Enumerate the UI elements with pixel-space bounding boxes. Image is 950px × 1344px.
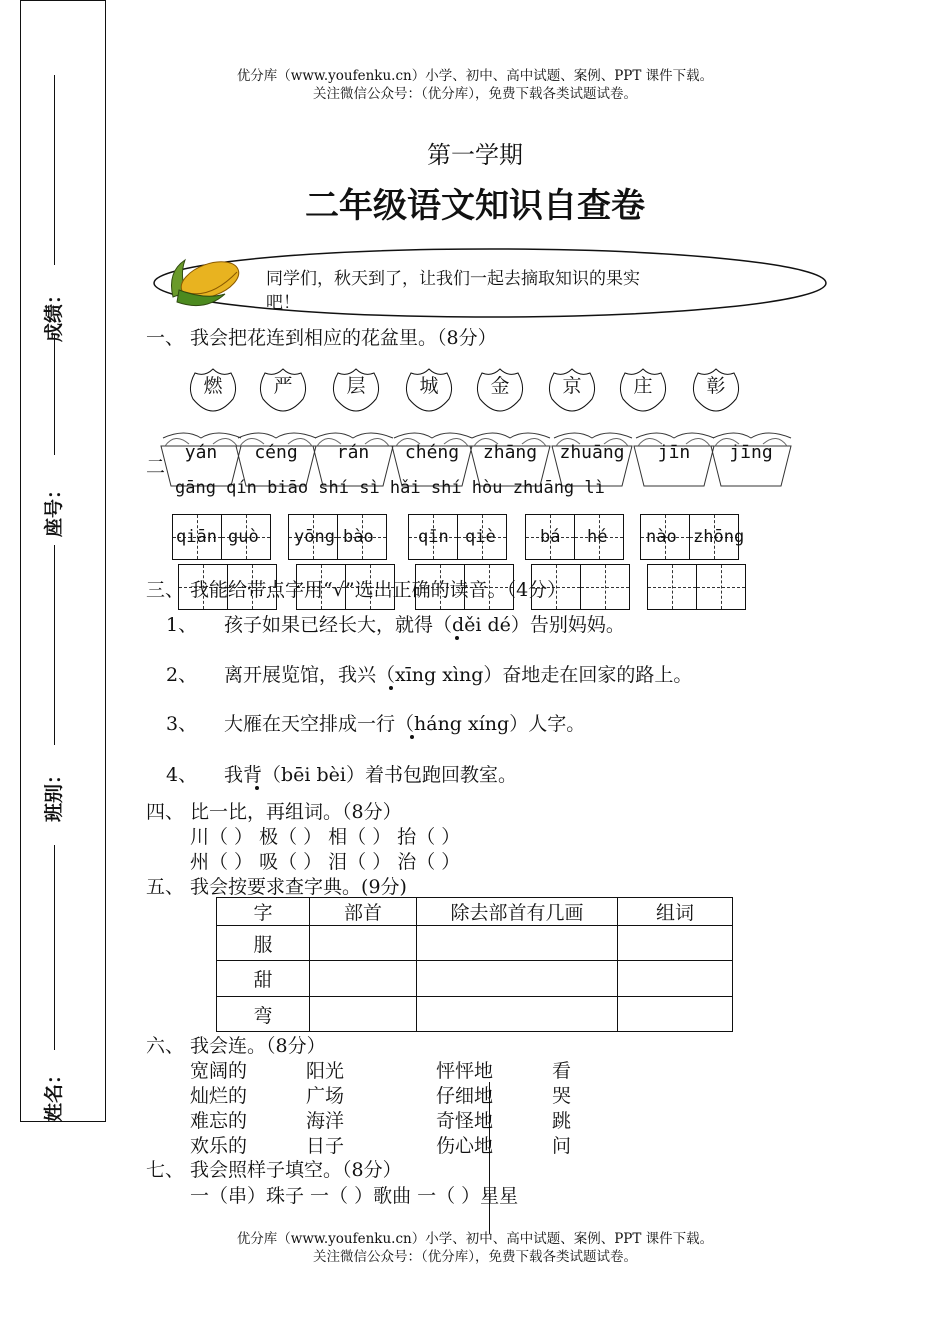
grid-pinyin-a: yōng — [294, 527, 335, 547]
q6-col4-item[interactable]: 问 — [552, 1135, 572, 1157]
pot-pinyin: céng — [254, 442, 298, 463]
col-header: 组词 — [618, 898, 733, 926]
q3-item-text[interactable]: 孩子如果已经长大，就得（děi dé）告别妈妈。 — [224, 614, 625, 636]
header-line-1: 优分库（www.youfenku.cn）小学、初中、高中试题、案例、PPT 课件下载。 — [236, 68, 714, 84]
pot-pinyin: zhāng — [482, 442, 538, 463]
col-header: 字 — [217, 898, 310, 926]
grid-pinyin-b: zhōng — [693, 527, 745, 547]
q1-heading: 一、 我会把花连到相应的花盆里。（8分） — [146, 327, 497, 349]
col-header: 除去部首有几画 — [417, 898, 618, 926]
flower-char: 严 — [273, 375, 293, 397]
flower-item[interactable] — [257, 365, 309, 413]
q3-heading: 三、 我能给带点字用“√”选出正确的读音。（4分） — [146, 579, 567, 601]
answer-cell[interactable] — [417, 997, 618, 1032]
grid-pinyin-b: qiè — [465, 527, 496, 547]
pot-pinyin: jīn — [657, 442, 691, 463]
flower-char: 层 — [346, 375, 366, 397]
grid-pinyin-b: hé — [587, 527, 608, 547]
flower-char: 城 — [419, 375, 439, 397]
emphasis-dot — [410, 735, 414, 739]
q3-item-num: 1、 — [166, 614, 198, 636]
flower-item[interactable] — [546, 365, 598, 413]
pot-pinyin: yán — [184, 442, 218, 463]
grid-pinyin-b: bào — [343, 527, 374, 547]
page-title: 二年级语文知识自查卷 — [305, 186, 645, 226]
q6-col4-item[interactable]: 看 — [552, 1060, 572, 1082]
q4-row-1[interactable]: 川（ ） 极（ ） 相（ ） 抬（ ） — [190, 826, 461, 848]
answer-cell[interactable] — [618, 961, 733, 997]
grid-pinyin-a: qiān — [176, 527, 217, 547]
footer-line-2: 关注微信公众号：（优分库），免费下载各类试题试卷。 — [313, 1249, 637, 1265]
grid-pinyin-a: bá — [540, 527, 561, 547]
q6-col2-item[interactable]: 广场 — [306, 1085, 345, 1107]
bubble-line-2: 吧！ — [266, 293, 300, 313]
score-label: 成绩： — [43, 284, 66, 343]
q6-col3-item[interactable]: 怦怦地 — [436, 1060, 494, 1082]
q6-heading: 六、 我会连。（8分） — [146, 1035, 326, 1057]
grid-pinyin-a: qīn — [418, 527, 449, 547]
answer-cell[interactable] — [310, 997, 417, 1032]
flower-char: 京 — [562, 375, 582, 397]
flower-char: 彰 — [706, 375, 726, 397]
q3-item-num: 2、 — [166, 664, 198, 686]
term-title: 第一学期 — [427, 141, 523, 169]
emphasis-dot — [255, 786, 259, 790]
score-blank — [54, 75, 55, 265]
emphasis-dot — [389, 686, 393, 690]
col-header: 部首 — [310, 898, 417, 926]
class-blank — [54, 545, 55, 745]
q2-prefix: 二 — [146, 456, 166, 478]
q3-item-text[interactable]: 离开展览馆，我兴（xīng xìng）奋地走在回家的路上。 — [224, 664, 693, 686]
q3-item-text[interactable]: 大雁在天空排成一行（háng xíng）人字。 — [224, 713, 586, 735]
flower-item[interactable] — [474, 365, 526, 413]
q6-col2-item[interactable]: 日子 — [306, 1135, 345, 1157]
header-line-2: 关注微信公众号：（优分库），免费下载各类试题试卷。 — [313, 86, 637, 102]
class-label: 班别： — [43, 764, 66, 823]
flower-item[interactable] — [403, 365, 455, 413]
q6-col1-item[interactable]: 欢乐的 — [190, 1135, 248, 1157]
corn-icon — [165, 252, 245, 312]
answer-cell[interactable] — [310, 961, 417, 997]
q3-item-text[interactable]: 我背（bēi bèi）着书包跑回教室。 — [224, 764, 518, 786]
q4-heading: 四、 比一比，再组词。（8分） — [146, 801, 402, 823]
q2-pinyin-row: gāng qín biāo shí sì hǎi shí hòu zhuāng lì — [175, 478, 605, 498]
flower-item[interactable] — [690, 365, 742, 413]
dictionary-table — [216, 897, 733, 1032]
seat-label: 座号： — [43, 479, 66, 538]
q6-col2-item[interactable]: 海洋 — [306, 1110, 345, 1132]
flower-item[interactable] — [330, 365, 382, 413]
q6-col4-item[interactable]: 哭 — [552, 1085, 572, 1107]
flower-char: 金 — [490, 375, 510, 397]
flower-char: 燃 — [203, 375, 223, 397]
grid-pinyin-b: guò — [228, 527, 259, 547]
bubble-line-1: 同学们，秋天到了，让我们一起去摘取知识的果实 — [266, 269, 640, 289]
q6-col3-item[interactable]: 仔细地 — [436, 1085, 494, 1107]
pot-pinyin: chéng — [404, 442, 460, 463]
answer-cell[interactable] — [618, 926, 733, 961]
pot-pinyin: rán — [336, 442, 370, 463]
q7-heading: 七、 我会照样子填空。（8分） — [146, 1159, 402, 1181]
divider-line — [489, 1082, 490, 1234]
q6-col3-item[interactable]: 奇怪地 — [436, 1110, 494, 1132]
emphasis-dot — [455, 636, 459, 640]
table-char: 服 — [217, 926, 310, 961]
answer-cell[interactable] — [618, 997, 733, 1032]
q6-col1-item[interactable]: 灿烂的 — [190, 1085, 248, 1107]
answer-cell[interactable] — [310, 926, 417, 961]
footer-line-1: 优分库（www.youfenku.cn）小学、初中、高中试题、案例、PPT 课件下载。 — [236, 1231, 714, 1247]
flower-item[interactable] — [617, 365, 669, 413]
flower-item[interactable] — [187, 365, 239, 413]
q5-heading: 五、 我会按要求查字典。(9分) — [146, 876, 407, 898]
q7-example[interactable]: 一（串）珠子 一（ ）歌曲 一（ ）星星 — [190, 1185, 519, 1207]
q6-col2-item[interactable]: 阳光 — [306, 1060, 345, 1082]
table-char: 甜 — [217, 961, 310, 997]
answer-cell[interactable] — [417, 926, 618, 961]
seat-blank — [54, 335, 55, 455]
flower-char: 庄 — [633, 375, 653, 397]
grid-pinyin-a: nào — [646, 527, 677, 547]
q4-row-2[interactable]: 州（ ） 吸（ ） 泪（ ） 治（ ） — [190, 851, 461, 873]
q6-col3-item[interactable]: 伤心地 — [436, 1135, 494, 1157]
q6-col1-item[interactable]: 难忘的 — [190, 1110, 248, 1132]
q6-col1-item[interactable]: 宽阔的 — [190, 1060, 248, 1082]
name-blank — [54, 845, 55, 1050]
pot-pinyin: jīng — [729, 442, 773, 463]
pot-item[interactable] — [705, 428, 797, 488]
q6-col4-item[interactable]: 跳 — [552, 1110, 572, 1132]
name-label: 姓名： — [43, 1064, 66, 1123]
answer-cell[interactable] — [417, 961, 618, 997]
q3-item-num: 4、 — [166, 764, 198, 786]
table-char: 弯 — [217, 997, 310, 1032]
pot-pinyin: zhuāng — [559, 442, 625, 463]
q3-item-num: 3、 — [166, 713, 198, 735]
